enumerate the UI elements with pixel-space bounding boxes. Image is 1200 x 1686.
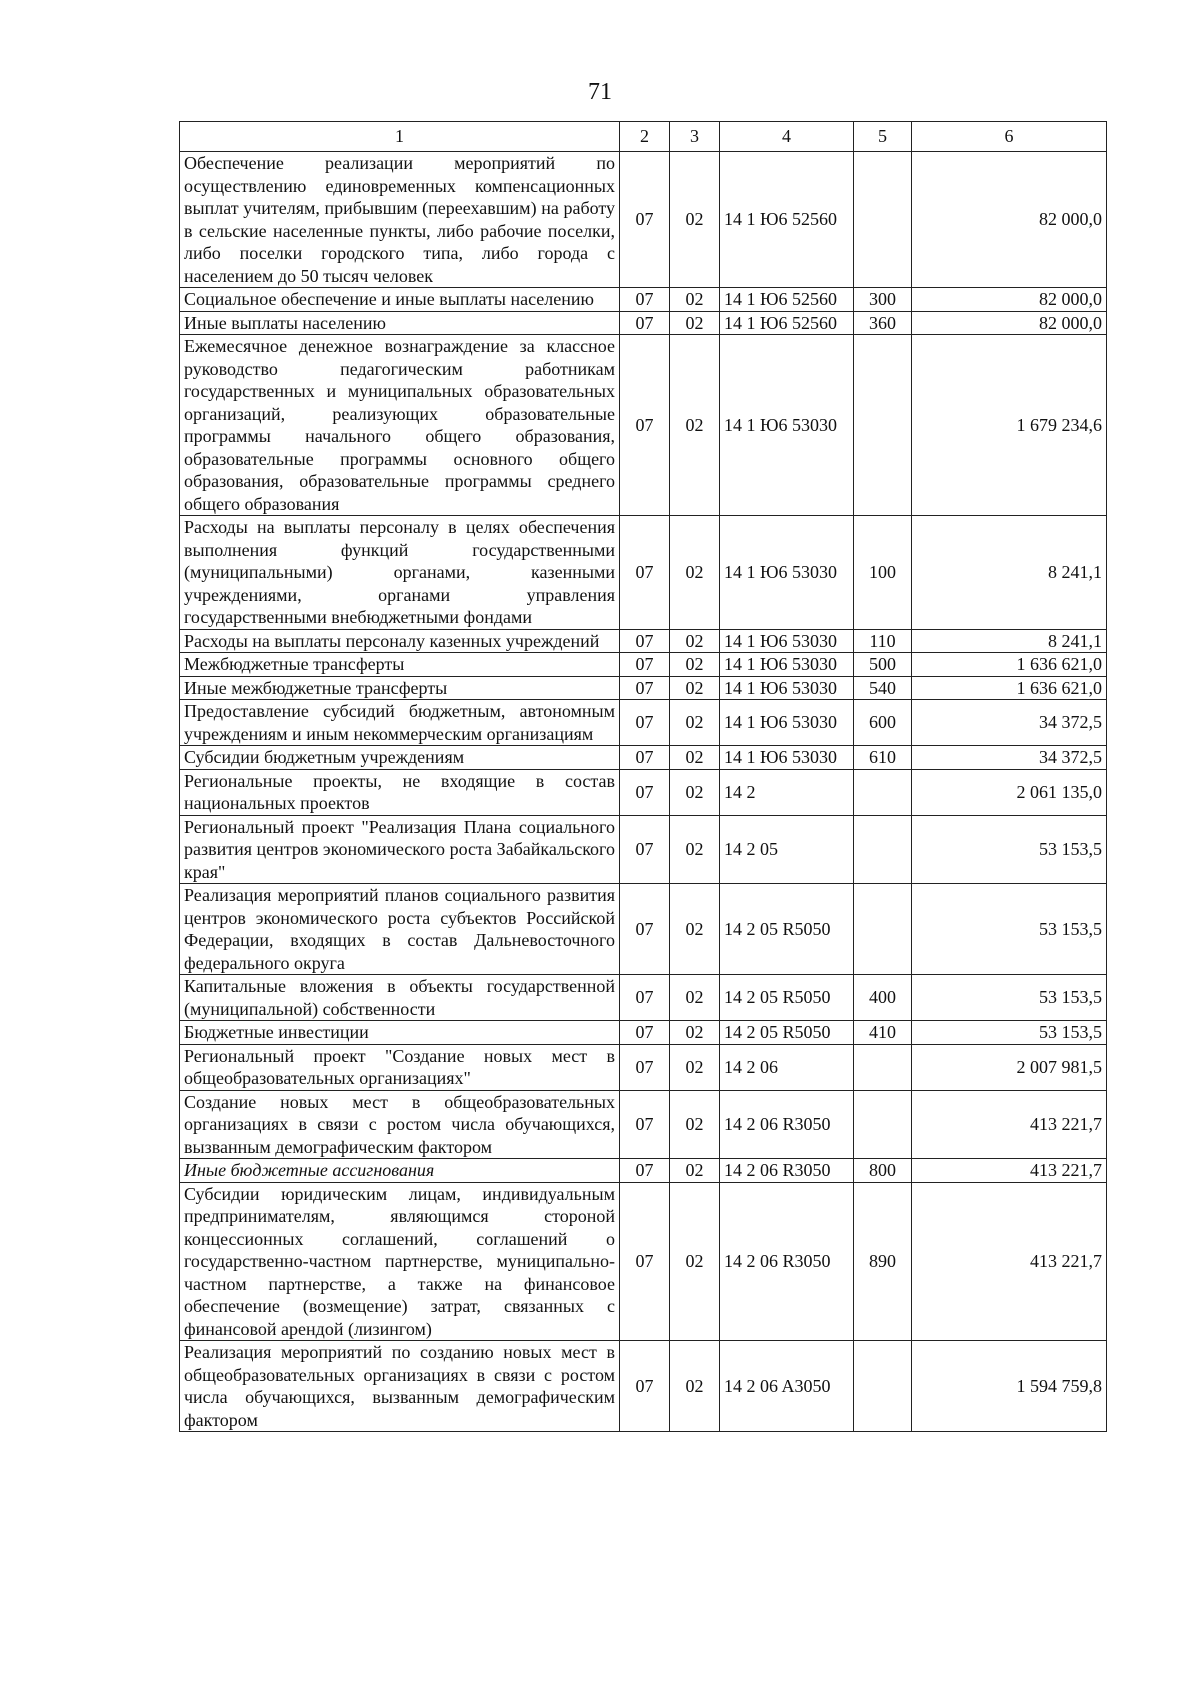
row-amount-cell: 8 241,1: [912, 629, 1107, 653]
table-row: [180, 629, 1107, 653]
row-subsection-cell: 02: [670, 629, 720, 653]
row-expense-type-cell: [854, 335, 912, 516]
row-subsection-cell: 02: [670, 152, 720, 288]
row-expense-type-cell: [854, 769, 912, 815]
row-name-cell: Субсидии юридическим лицам, индивидуальным предпринимателям, являющимся стороной концессионных соглашений, соглашений о государственно-частном партнерстве, муниципально-частном партнерстве, а также на финансовое обеспечение (возмещение) затрат, связанных с финансовой арендой (лизингом): [180, 1182, 620, 1341]
row-amount-cell: 1 679 234,6: [912, 335, 1107, 516]
row-amount-cell: 82 000,0: [912, 311, 1107, 335]
row-expense-type-cell: 410: [854, 1021, 912, 1045]
row-subsection-cell: 02: [670, 1159, 720, 1183]
row-expense-type-cell: [854, 1090, 912, 1159]
row-section-cell: 07: [620, 152, 670, 288]
row-name-cell: Субсидии бюджетным учреждениям: [180, 746, 620, 770]
row-section-cell: 07: [620, 884, 670, 975]
row-amount-cell: 53 153,5: [912, 975, 1107, 1021]
row-subsection-cell: 02: [670, 311, 720, 335]
row-section-cell: 07: [620, 769, 670, 815]
row-amount-cell: 413 221,7: [912, 1182, 1107, 1341]
table-row: [180, 769, 1107, 815]
header-col-name: 1: [180, 122, 620, 152]
row-expense-type-cell: 540: [854, 676, 912, 700]
table-row: [180, 1044, 1107, 1090]
row-name-cell: Расходы на выплаты персоналу в целях обеспечения выполнения функций государственными (муниципальными) органами, казенными учреждениями, органами управления государственными внебюджетными фондами: [180, 516, 620, 630]
row-expense-type-cell: [854, 152, 912, 288]
row-expense-type-cell: 890: [854, 1182, 912, 1341]
row-section-cell: 07: [620, 1182, 670, 1341]
row-target-code-cell: 14 1 Ю6 53030: [720, 746, 854, 770]
table-row: [180, 1159, 1107, 1183]
row-name-cell: Обеспечение реализации мероприятий по осуществлению единовременных компенсационных выплат учителям, прибывшим (переехавшим) на работу в сельские населенные пункты, либо рабочие поселки, либо поселки городского типа, либо города с населением до 50 тысяч человек: [180, 152, 620, 288]
row-subsection-cell: 02: [670, 516, 720, 630]
table-row: [180, 335, 1107, 516]
row-expense-type-cell: 610: [854, 746, 912, 770]
row-target-code-cell: 14 1 Ю6 53030: [720, 516, 854, 630]
table-row: [180, 815, 1107, 884]
row-target-code-cell: 14 2 05: [720, 815, 854, 884]
row-target-code-cell: 14 1 Ю6 53030: [720, 629, 854, 653]
row-name-cell: Реализация мероприятий планов социального развития центров экономического роста субъектов Российской Федерации, входящих в состав Дальневосточного федерального округа: [180, 884, 620, 975]
row-subsection-cell: 02: [670, 1044, 720, 1090]
row-amount-cell: 82 000,0: [912, 152, 1107, 288]
header-col-expense-type: 5: [854, 122, 912, 152]
row-section-cell: 07: [620, 1090, 670, 1159]
row-name-cell: Социальное обеспечение и иные выплаты населению: [180, 288, 620, 312]
row-subsection-cell: 02: [670, 1021, 720, 1045]
row-subsection-cell: 02: [670, 1341, 720, 1432]
row-section-cell: 07: [620, 746, 670, 770]
row-target-code-cell: 14 1 Ю6 52560: [720, 311, 854, 335]
row-target-code-cell: 14 2 06 A3050: [720, 1341, 854, 1432]
row-amount-cell: 82 000,0: [912, 288, 1107, 312]
row-section-cell: 07: [620, 516, 670, 630]
row-amount-cell: 53 153,5: [912, 884, 1107, 975]
table-row: [180, 746, 1107, 770]
row-expense-type-cell: 110: [854, 629, 912, 653]
row-target-code-cell: 14 1 Ю6 53030: [720, 653, 854, 677]
row-name-cell: Иные выплаты населению: [180, 311, 620, 335]
header-row: [180, 122, 1107, 152]
table-header: [180, 122, 1107, 152]
row-name-cell: Межбюджетные трансферты: [180, 653, 620, 677]
row-expense-type-cell: 500: [854, 653, 912, 677]
row-section-cell: 07: [620, 700, 670, 746]
table-row: [180, 975, 1107, 1021]
table-row: [180, 700, 1107, 746]
row-amount-cell: 413 221,7: [912, 1090, 1107, 1159]
row-section-cell: 07: [620, 311, 670, 335]
row-name-cell: Региональный проект "Реализация Плана социального развития центров экономического роста Забайкальского края": [180, 815, 620, 884]
table-row: [180, 653, 1107, 677]
header-col-section: 2: [620, 122, 670, 152]
table-row: [180, 311, 1107, 335]
row-name-cell: Предоставление субсидий бюджетным, автономным учреждениям и иным некоммерческим организациям: [180, 700, 620, 746]
row-target-code-cell: 14 2 06 R3050: [720, 1090, 854, 1159]
table-row: [180, 884, 1107, 975]
row-name-cell: Капитальные вложения в объекты государственной (муниципальной) собственности: [180, 975, 620, 1021]
table-body: [180, 152, 1107, 1432]
table-row: [180, 1182, 1107, 1341]
table-row: [180, 152, 1107, 288]
row-section-cell: 07: [620, 676, 670, 700]
table-row: [180, 676, 1107, 700]
row-amount-cell: 1 636 621,0: [912, 653, 1107, 677]
row-name-cell: Иные межбюджетные трансферты: [180, 676, 620, 700]
row-expense-type-cell: 360: [854, 311, 912, 335]
row-expense-type-cell: 800: [854, 1159, 912, 1183]
row-subsection-cell: 02: [670, 815, 720, 884]
row-amount-cell: 8 241,1: [912, 516, 1107, 630]
row-section-cell: 07: [620, 815, 670, 884]
row-name-cell: Реализация мероприятий по созданию новых мест в общеобразовательных организациях в связи с ростом числа обучающихся, вызванным демографическим фактором: [180, 1341, 620, 1432]
row-target-code-cell: 14 1 Ю6 53030: [720, 335, 854, 516]
row-subsection-cell: 02: [670, 653, 720, 677]
row-subsection-cell: 02: [670, 884, 720, 975]
row-target-code-cell: 14 1 Ю6 52560: [720, 152, 854, 288]
row-expense-type-cell: 100: [854, 516, 912, 630]
row-name-cell: Региональные проекты, не входящие в состав национальных проектов: [180, 769, 620, 815]
row-section-cell: 07: [620, 1159, 670, 1183]
row-target-code-cell: 14 1 Ю6 52560: [720, 288, 854, 312]
row-amount-cell: 2 061 135,0: [912, 769, 1107, 815]
row-expense-type-cell: 300: [854, 288, 912, 312]
row-subsection-cell: 02: [670, 676, 720, 700]
table-row: [180, 1090, 1107, 1159]
row-amount-cell: 53 153,5: [912, 1021, 1107, 1045]
row-expense-type-cell: 600: [854, 700, 912, 746]
row-subsection-cell: 02: [670, 1182, 720, 1341]
row-expense-type-cell: [854, 815, 912, 884]
row-amount-cell: 1 636 621,0: [912, 676, 1107, 700]
row-section-cell: 07: [620, 288, 670, 312]
row-section-cell: 07: [620, 335, 670, 516]
table-row: [180, 516, 1107, 630]
row-amount-cell: 2 007 981,5: [912, 1044, 1107, 1090]
row-amount-cell: 1 594 759,8: [912, 1341, 1107, 1432]
row-target-code-cell: 14 2: [720, 769, 854, 815]
row-subsection-cell: 02: [670, 1090, 720, 1159]
row-subsection-cell: 02: [670, 746, 720, 770]
row-section-cell: 07: [620, 1021, 670, 1045]
row-expense-type-cell: [854, 884, 912, 975]
row-name-cell: Бюджетные инвестиции: [180, 1021, 620, 1045]
row-subsection-cell: 02: [670, 975, 720, 1021]
row-target-code-cell: 14 2 06: [720, 1044, 854, 1090]
row-name-cell: Региональный проект "Создание новых мест в общеобразовательных организациях": [180, 1044, 620, 1090]
row-subsection-cell: 02: [670, 700, 720, 746]
row-expense-type-cell: [854, 1044, 912, 1090]
row-target-code-cell: 14 2 05 R5050: [720, 884, 854, 975]
page-number: 71: [588, 79, 612, 105]
row-amount-cell: 53 153,5: [912, 815, 1107, 884]
row-amount-cell: 34 372,5: [912, 700, 1107, 746]
row-target-code-cell: 14 2 06 R3050: [720, 1159, 854, 1183]
table-row: [180, 288, 1107, 312]
row-amount-cell: 34 372,5: [912, 746, 1107, 770]
row-section-cell: 07: [620, 653, 670, 677]
row-amount-cell: 413 221,7: [912, 1159, 1107, 1183]
row-target-code-cell: 14 2 05 R5050: [720, 975, 854, 1021]
row-section-cell: 07: [620, 975, 670, 1021]
row-section-cell: 07: [620, 1341, 670, 1432]
row-name-cell: Иные бюджетные ассигнования: [180, 1159, 620, 1183]
row-target-code-cell: 14 2 05 R5050: [720, 1021, 854, 1045]
table-row: [180, 1021, 1107, 1045]
budget-table: [179, 121, 1107, 1432]
row-expense-type-cell: 400: [854, 975, 912, 1021]
header-col-target-code: 4: [720, 122, 854, 152]
row-target-code-cell: 14 1 Ю6 53030: [720, 700, 854, 746]
header-col-subsection: 3: [670, 122, 720, 152]
row-section-cell: 07: [620, 1044, 670, 1090]
row-name-cell: Ежемесячное денежное вознаграждение за классное руководство педагогическим работникам государственных и муниципальных образовательных организаций, реализующих образовательные программы начального общего образования, образовательные программы основного общего образования, образовательные программы среднего общего образования: [180, 335, 620, 516]
row-subsection-cell: 02: [670, 769, 720, 815]
header-col-amount: 6: [912, 122, 1107, 152]
row-subsection-cell: 02: [670, 288, 720, 312]
row-expense-type-cell: [854, 1341, 912, 1432]
row-target-code-cell: 14 1 Ю6 53030: [720, 676, 854, 700]
row-name-cell: Расходы на выплаты персоналу казенных учреждений: [180, 629, 620, 653]
row-target-code-cell: 14 2 06 R3050: [720, 1182, 854, 1341]
row-name-cell: Создание новых мест в общеобразовательных организациях в связи с ростом числа обучающихся, вызванным демографическим фактором: [180, 1090, 620, 1159]
row-section-cell: 07: [620, 629, 670, 653]
row-subsection-cell: 02: [670, 335, 720, 516]
table-row: [180, 1341, 1107, 1432]
